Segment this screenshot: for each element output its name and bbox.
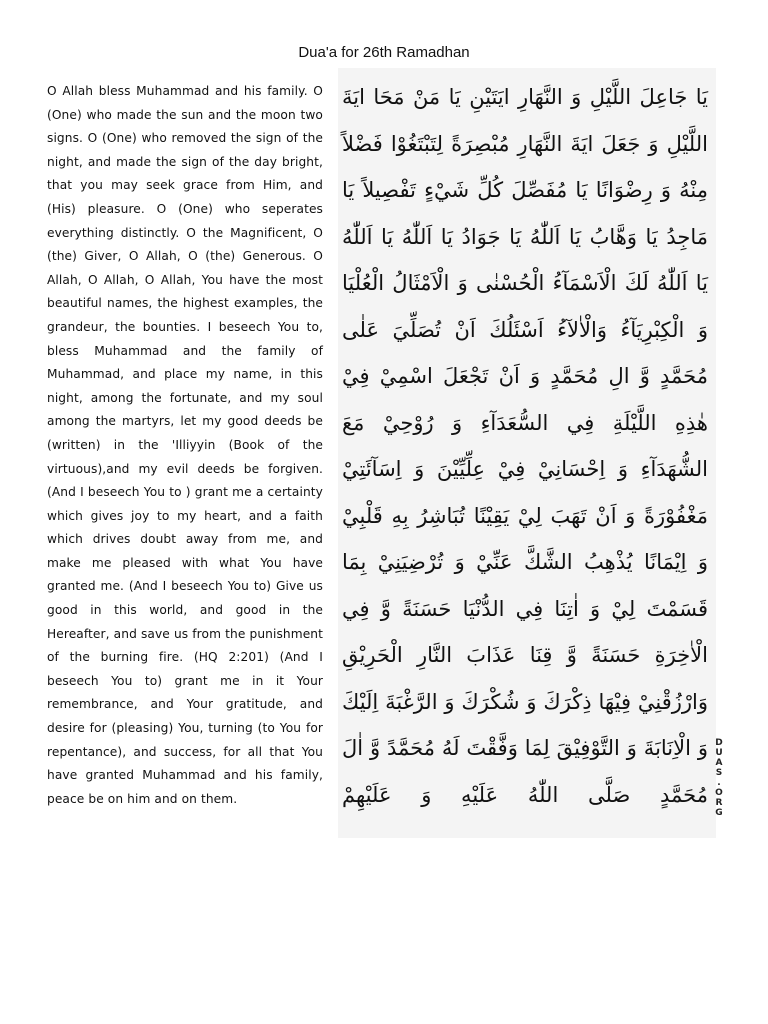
page-title: Dua'a for 26th Ramadhan (298, 44, 470, 61)
watermark-letter: R (715, 798, 723, 808)
duas-org-watermark (712, 738, 726, 818)
watermark-letter: U (715, 748, 723, 758)
watermark-letter: S (715, 768, 723, 778)
arabic-text: يَا جَاعِلَ اللَّيْلِ وَ النَّهَارِ ايَتَيْنِ يَا مَنْ مَحَا ايَةَ اللَّيْلِ وَ جَعَلَ ايَةَ النَّهَارِ مُبْصِرَةً لِتَبْتَغُوْا فَضْلاً مِنْهُ وَ رِضْوَانًا يَا مُفَصِّلَ كُلِّ شَيْءٍ تَفْصِيلاً يَا مَاجِدُ يَا وَهَّابُ يَا اَللّٰهُ يَا جَوَادُ يَا اَللّٰهُ يَا اَللّٰهُ يَا اَللّٰهُ لَكَ الْاَسْمَآءُ الْحُسْنٰى وَ الْاَمْثَالُ الْعُلْيَا وَ الْكِبْرِيَآءُ وَالْاٰلآءُ اَسْئَلُكَ اَنْ تُصَلِّيَ عَلٰى مُحَمَّدٍ وَّ الِ مُحَمَّدٍ وَ اَنْ تَجْعَلَ اسْمِيْ فِيْ هٰذِهِ اللَّيْلَةِ فِي السُّعَدَآءِ وَ رُوْحِيْ مَعَ الشُّهَدَآءِ وَ اِحْسَانِيْ فِيْ عِلِّيِّيْنَ وَ اِسَآئَتِيْ مَغْفُوْرَةً وَ اَنْ تَهَبَ لِيْ يَقِيْنًا تُبَاشِرُ بِهِ قَلْبِيْ وَ اِيْمَانًا يُذْهِبُ الشَّكَّ عَنِّيْ وَ تُرْضِيَنِيْ بِمَا قَسَمْتَ لِيْ وَ اٰتِنَا فِي الدُّنْيَا حَسَنَةً وَّ فِي الْاٰخِرَةِ حَسَنَةً وَّ قِنَا عَذَابَ النَّارِ الْحَرِيْقِ وَارْزُقْنِيْ فِيْهَا ذِكْرَكَ وَ شُكْرَكَ وَ الرَّغْبَةَ اِلَيْكَ وَ الْاِنَابَةَ وَ التَّوْفِيْقَ لِمَا وَفَّقْتَ لَهُ مُحَمَّدً وَّ اٰلَ مُحَمَّدٍ صَلَّى اللّٰهُ عَلَيْهِ وَ عَلَيْهِمْ (342, 85, 708, 807)
watermark-letter: . (717, 778, 721, 788)
arabic-panel (338, 68, 716, 838)
watermark-letter: G (715, 808, 723, 818)
english-translation: O Allah bless Muhammad and his family. O (One) who made the sun and the moon two signs. O (One) who removed the sign of the night, and made the sign of the day bright, that you may seek grace from Him, and (His) pleasure. O (One) who seperates everything distinctly. O the Magnificent, O (the) Giver, O Allah, O (the) Generous. O Allah, O Allah, O Allah, You have the most beautiful names, the highest examples, the grandeur, the bounties. I beseech You to, bless Muhammad and the family of Muhammad, and place my name, in this night, among the fortunate, and my soul among the martyrs, let my good deeds be (written) in the 'Illiyyin (Book of the virtuous),and my evil deeds be forgiven. (And I beseech You to ) grant me a certainty which gives joy to my heart, and a faith which drives doubt away from me, and make me pleased with what You have granted me. (And I beseech You to) Give us good in this world, and good in the Hereafter, and save us from the punishment of the burning fire. (HQ 2:201) (And I beseech You to) grant me in it Your remembrance, and Your gratitude, and desire for (pleasing) You, turning (to You for repentance), and success, for all that You have granted Muhammad and his family, peace be on him and on them. (47, 84, 323, 806)
watermark-letter: D (715, 738, 723, 748)
watermark-letter: A (715, 758, 723, 768)
watermark-letter: O (715, 788, 723, 798)
